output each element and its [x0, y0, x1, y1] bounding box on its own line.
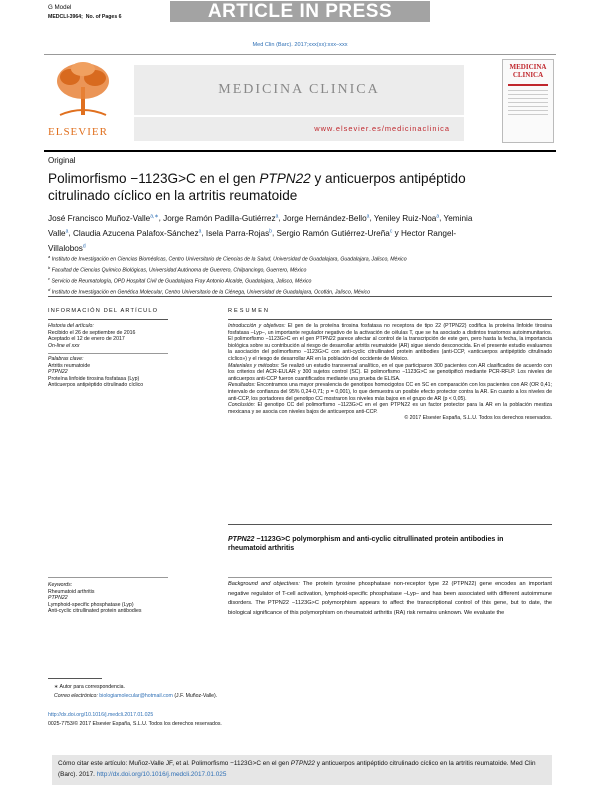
author-affiliation-sup: a: [275, 213, 279, 219]
author-affiliation-sup: a,∗: [150, 213, 159, 219]
journal-ref: Med Clin (Barc). 2017;xxx(xx):xxx–xxx: [252, 42, 348, 48]
author-name[interactable]: Yeniley Ruiz-Noa$^a$: [373, 213, 440, 223]
cover-title: MEDICINA CLINICA: [509, 63, 547, 79]
keywords-en: [48, 582, 174, 615]
issn-line: 0025-7753/© 2017 Elsevier España, S.L.U. Todos los derechos reservados.: [48, 720, 222, 727]
author-name[interactable]: Hector Rangel-Villalobos$^d$: [48, 229, 457, 254]
keyword: Proteína linfoide tirosina fosfatasa (Lyp): [48, 375, 140, 382]
author-name[interactable]: Yeminia Valle$^a$: [48, 213, 473, 239]
keyword: Anticuerpos antipéptido citrulinado cíclico: [48, 382, 144, 389]
author-affiliation-sup: d: [82, 243, 86, 250]
ref-id: MEDCLI-3964; No. of Pages 6: [48, 14, 122, 20]
journal-title-box: [134, 65, 464, 115]
footnotes: [54, 684, 454, 699]
journal-website-link[interactable]: www.elsevier.es/medicinaclinica: [314, 124, 450, 133]
keyword: Lymphoid-specific phosphatase (Lyp): [48, 601, 134, 608]
author-name[interactable]: Isela Parra-Rojas$^b$: [205, 228, 272, 239]
author-name[interactable]: Claudia Azucena Palafox-Sánchez$^a$: [72, 228, 202, 239]
article-history: [48, 323, 174, 349]
keywords-es: [48, 356, 174, 389]
doi-issn: [48, 712, 448, 727]
doi-link[interactable]: http://dx.doi.org/10.1016/j.medcli.2017.01.025: [48, 712, 154, 718]
citation-box: [52, 755, 552, 785]
g-model-label: G Model: [48, 4, 72, 11]
resumen-body: [228, 323, 552, 422]
author-name[interactable]: Jorge Hernández-Bello$^a$: [282, 213, 370, 223]
author-affiliation-sup: a: [436, 213, 440, 219]
author-affiliation-sup: a: [198, 228, 202, 235]
article-in-press-banner: ARTICLE IN PRESS: [170, 1, 430, 22]
keywords-en-label: Keywords:: [48, 582, 73, 588]
keyword: Artritis reumatoide: [48, 362, 91, 369]
keywords-label: Palabras clave:: [48, 356, 84, 362]
email-link[interactable]: biologiamolecular@hotmail.com: [99, 692, 173, 699]
author-affiliation-sup: c: [389, 228, 393, 235]
resumen-heading: RESUMEN: [228, 308, 270, 314]
resumen-conclusion: Conclusión: El genotipo CC del polimorfismo −1123G>C en el gen PTPN22 es un factor protector para la AR en la población mestiza mexicana y se asocia con niveles bajos de anticuerpos anti-CCP.: [228, 402, 552, 415]
keyword: Rheumatoid arthritis: [48, 588, 95, 595]
resumen-copyright: © 2017 Elsevier España, S.L.U. Todos los derechos reservados.: [404, 415, 552, 422]
history-label: Historia del artículo:: [48, 323, 94, 329]
journal-website-bar: [134, 117, 464, 141]
received-date: Recibido el 26 de septiembre de 2016: [48, 329, 136, 336]
english-abstract: Background and objectives: The protein tyrosine phosphatase non-receptor type 22 (PTPN22) gene encodes an important negative regulator of T-cell activation, lymphoid-specific phosphatase –Lyp– and has been associated with different autoimmune disorders. The PTPN22 −1123G>C polymorphism appears to affect the transcriptional control of this gene, but to date, the biological significance of this polymorphism on rheumatoid arthritis (RA) risk remains unknown. We evaluate the: [228, 581, 552, 616]
keyword: PTPN22: [48, 595, 68, 602]
journal-cover-thumbnail: [502, 59, 554, 143]
section-label: Original: [48, 156, 76, 165]
author-affiliation-sup: a: [65, 228, 69, 235]
article-title: Polimorfismo −1123G>C en el gen PTPN22 y anticuerpos antipéptido citrulinado cíclico en la artritis reumatoide: [48, 171, 466, 203]
english-title: PTPN22 −1123G>C polymorphism and anti-cyclic citrullinated protein antibodies in rheumatoid arthritis: [228, 536, 504, 553]
author-affiliation-sup: a: [366, 213, 370, 219]
resumen-results: Resultados: Encontramos una mayor prevalencia de genotipos homocigotos CC en SC en comparación con los pacientes con AR (OR 0,41; intervalo de confianza del 95% 0,24-0,71; p = 0,001), lo que demuestra un posible efecto protector contra la AR. En cuanto a los niveles de anti-CCP, los portadores del genotipo CC mostraron los niveles más bajos en el grupo de AR (p < 0,05).: [228, 382, 552, 402]
keyword: PTPN22: [48, 369, 68, 376]
affiliation-item: $^d$ Instituto de Investigación en Genética Molecular, Centro Universitario de la Ciénega, Universidad de Guadalajara, Ocotlán, Jalisco, México: [48, 287, 371, 297]
citation-text: Cómo citar este artículo: Muñoz-Valle JF, et al. Polimorfismo −1123G>C en el gen PTPN22 y anticuerpos antipéptido citrulinado cíclico en la artritis reumatoide. Med Clin (Barc). 2017. http://dx.doi.org/10.1016/j.medcli.2017.01.025: [58, 760, 536, 778]
journal-name: MEDICINA CLINICA: [218, 82, 380, 97]
author-list: José Francisco Muñoz-Valle$^{a,∗}$, Jorge Ramón Padilla-Gutiérrez$^a$, Jorge Hernández-Bello$^a$, Yeniley Ruiz-Noa$^a$, Yeminia Valle$^a$, Claudia Azucena Palafox-Sánchez$^a$, Isela Parra-Rojas$^b$, Sergio Ramón Gutiérrez-Ureña$^c$ y Hector Rangel-Villalobos$^d$: [48, 213, 473, 254]
resumen-methods: Materiales y métodos: Se realizó un estudio transversal analítico, en el que participaron 300 pacientes con AR clasificados de acuerdo con los criterios del ACR-EULAR y 300 sujetos control (SC). El polimorfismo −1123G>C se genotipificó mediante PCR-RFLP. Los niveles de anticuerpos anti-CCP fueron cuantificados mediante una prueba de ELISA.: [228, 362, 552, 382]
author-name[interactable]: Jorge Ramón Padilla-Gutiérrez$^a$: [163, 213, 279, 223]
corresponding-note: ∗ Autor para correspondencia.: [54, 684, 125, 690]
online-date: On-line el xxx: [48, 342, 80, 349]
elsevier-wordmark: ELSEVIER: [48, 126, 108, 138]
email-note: Correo electrónico: biologiamolecular@hotmail.com (J.F. Muñoz-Valle).: [54, 692, 218, 699]
author-name[interactable]: Sergio Ramón Gutiérrez-Ureña$^c$: [276, 228, 393, 239]
citation-doi-link[interactable]: http://dx.doi.org/10.1016/j.medcli.2017.01.025: [96, 771, 227, 778]
elsevier-tree-logo: [48, 57, 118, 138]
author-affiliation-sup: b: [269, 228, 272, 235]
affiliation-list: [48, 253, 528, 298]
author-name[interactable]: José Francisco Muñoz-Valle$^{a,∗}$: [48, 213, 159, 223]
article-info-heading: INFORMACIÓN DEL ARTÍCULO: [48, 308, 159, 314]
affiliation-item: $^b$ Facultad de Ciencias Químico Biológicas, Universidad Autónoma de Guerrero, Chilpancingo, Guerrero, México: [48, 265, 307, 274]
affiliation-item: $^c$ Servicio de Reumatología, OPD Hospital Civil de Guadalajara Fray Antonio Alcalde, Guadalajara, Jalisco, México: [48, 276, 312, 286]
keyword: Anti-cyclic citrullinated protein antibodies: [48, 608, 142, 615]
accepted-date: Aceptado el 12 de enero de 2017: [48, 336, 125, 343]
resumen-intro: Introducción y objetivos: El gen de la proteína tirosina fosfatasa no receptora de tipo 22 (PTPN22) codifica la proteína linfoide tirosina fosfatasa –Lyp–, un importante regulador negativo de la activación de células T, que se ha asociado a distintos trastornos autoinmunitarios. El polimorfismo −1123G>C en el gen PTPN22 parece afectar al control de la transcripción de este gen, pero hasta la fecha, la importancia biológica sobre su contribución al riesgo de desarrollar artritis reumatoide (AR) sigue siendo desconocida. En el presente estudio evaluamos la asociación del polimorfismo −1123G>C con anti-cyclic citrullinated protein antibodies (anti-CCP, «anticuerpos antipéptido citrulinado cíclico») y el riesgo de desarrollar AR en la población del occidente de México.: [228, 323, 552, 362]
affiliation-item: $^a$ Instituto de Investigación en Ciencias Biomédicas, Centro Universitario de Ciencias de la Salud, Universidad de Guadalajara, Guadalajara, Jalisco, México: [48, 254, 407, 263]
journal-header: [44, 54, 556, 148]
